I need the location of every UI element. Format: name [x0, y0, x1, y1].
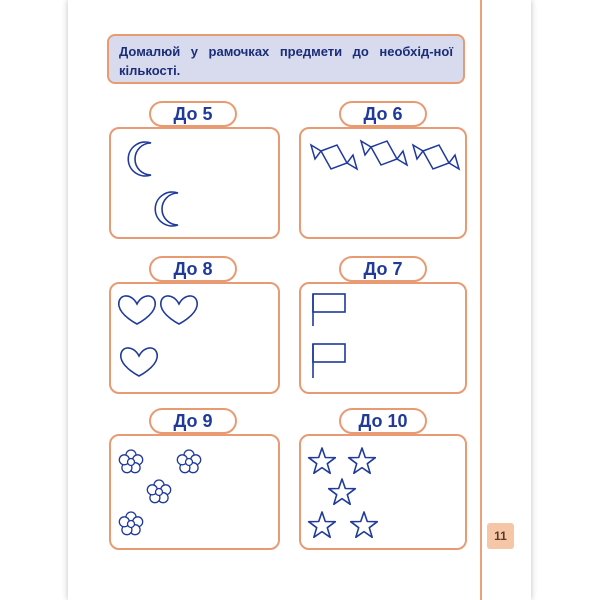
- moon-icon: [155, 192, 178, 226]
- star-icon: [309, 448, 336, 473]
- flag-drawings: [301, 284, 469, 396]
- candy-drawings: [301, 129, 469, 241]
- task-label-to-9: До 9: [149, 408, 237, 434]
- task-label-to-7: До 7: [339, 256, 427, 282]
- page-number: 11: [487, 523, 514, 549]
- star-icon: [329, 479, 356, 504]
- heart-icon: [119, 296, 155, 324]
- frame-moons[interactable]: [109, 127, 280, 239]
- star-icon: [309, 512, 336, 537]
- moon-drawings: [111, 129, 282, 241]
- page-margin-line: [480, 0, 482, 600]
- frame-flags[interactable]: [299, 282, 467, 394]
- candy-icon: [311, 145, 357, 169]
- flower-icon: [177, 450, 200, 473]
- flower-drawings: [111, 436, 282, 552]
- candy-icon: [413, 145, 459, 169]
- flower-icon: [119, 450, 142, 473]
- task-label-to-8: До 8: [149, 256, 237, 282]
- flower-icon: [119, 512, 142, 535]
- task-instruction: Домалюй у рамочках предмети до необхід-ної кількості.: [107, 34, 465, 84]
- moon-icon: [128, 142, 151, 176]
- heart-drawings: [111, 284, 282, 396]
- flag-icon: [313, 344, 345, 378]
- star-icon: [349, 448, 376, 473]
- star-drawings: [301, 436, 469, 552]
- heart-icon: [121, 348, 157, 376]
- task-label-to-6: До 6: [339, 101, 427, 127]
- frame-stars[interactable]: [299, 434, 467, 550]
- frame-candies[interactable]: [299, 127, 467, 239]
- task-label-to-5: До 5: [149, 101, 237, 127]
- star-icon: [351, 512, 378, 537]
- frame-flowers[interactable]: [109, 434, 280, 550]
- heart-icon: [161, 296, 197, 324]
- frame-hearts[interactable]: [109, 282, 280, 394]
- task-label-to-10: До 10: [339, 408, 427, 434]
- flag-icon: [313, 294, 345, 326]
- flower-icon: [147, 480, 170, 503]
- candy-icon: [361, 141, 407, 165]
